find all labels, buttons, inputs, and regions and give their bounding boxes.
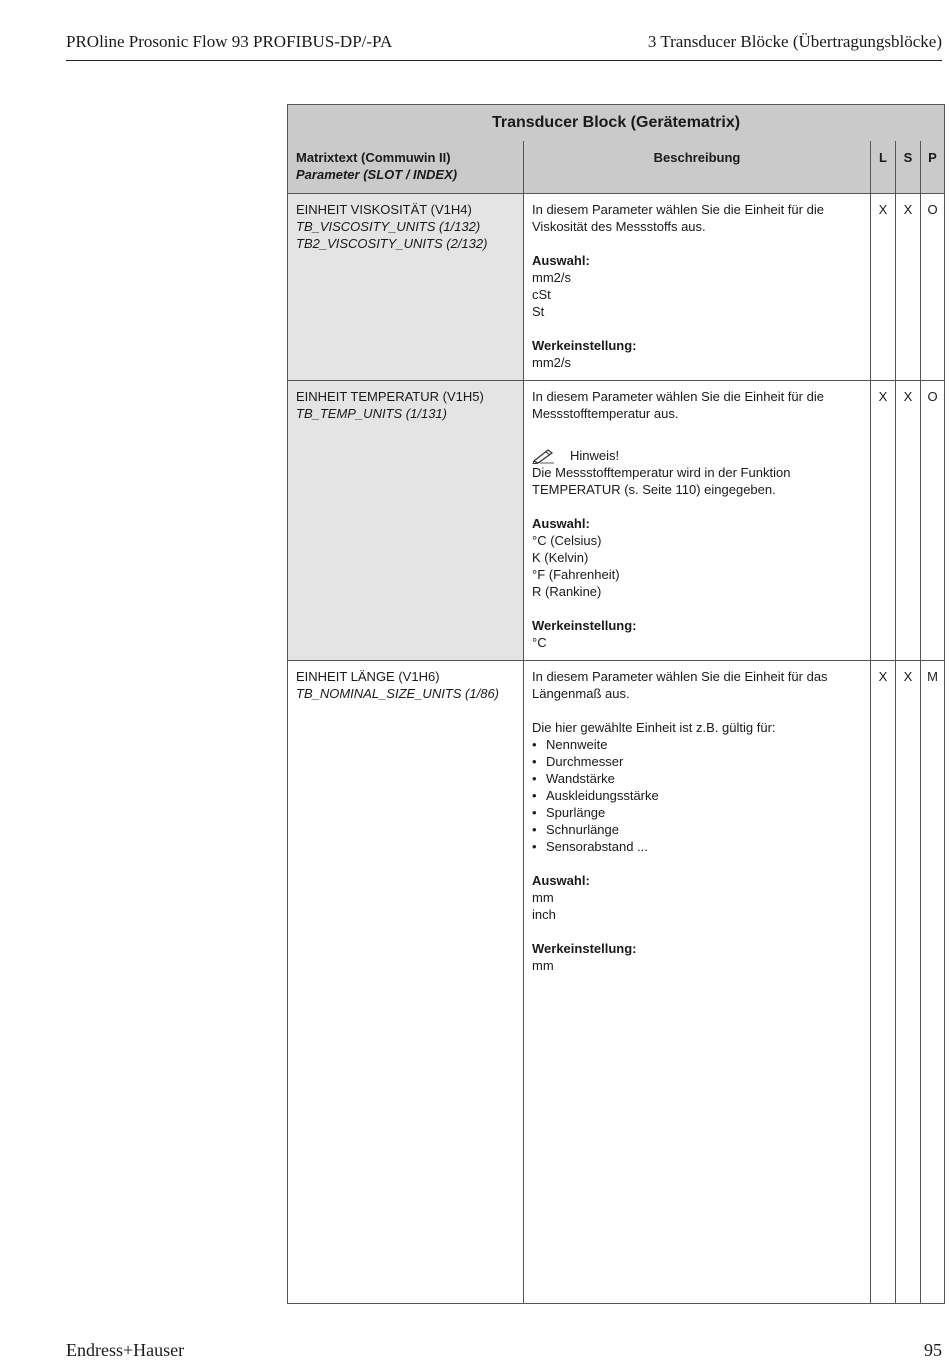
option-item: mm (532, 890, 554, 905)
access-l: X (870, 661, 895, 1303)
matrix-text: EINHEIT LÄNGE (V1H6) (296, 669, 440, 684)
column-header-matrixtext: Matrixtext (Commuwin II) (296, 150, 451, 165)
selection-label: Auswahl: (532, 516, 590, 531)
access-p: M (920, 661, 944, 1303)
default-value: °C (532, 635, 547, 650)
page-number: 95 (924, 1340, 942, 1360)
chapter-title: 3 Transducer Blöcke (Übertragungsblöcke) (647, 32, 942, 51)
valid-list (532, 736, 862, 855)
option-item: K (Kelvin) (532, 550, 589, 565)
note-text: TEMPERATUR (s. Seite 110) eingegeben. (532, 482, 776, 497)
description-text: In diesem Parameter wählen Sie die Einheit für die (532, 202, 824, 217)
valid-intro: Die hier gewählte Einheit ist z.B. gültig für: (532, 720, 776, 735)
parameter-slot-index: TB_TEMP_UNITS (1/131) (296, 406, 447, 421)
description-text: In diesem Parameter wählen Sie die Einheit für das (532, 669, 828, 684)
option-item: St (532, 304, 545, 319)
pencil-note-icon (532, 447, 556, 464)
transducer-block-table (287, 104, 945, 1304)
brand-footer: Endress+Hauser (66, 1340, 185, 1360)
access-s: X (895, 194, 920, 380)
description-text: Längenmaß aus. (532, 686, 630, 701)
selection-label: Auswahl: (532, 873, 590, 888)
access-l: X (870, 381, 895, 660)
option-item: °F (Fahrenheit) (532, 567, 620, 582)
parameter-slot-index: TB_NOMINAL_SIZE_UNITS (1/86) (296, 686, 499, 701)
column-header-parameter (288, 141, 523, 193)
access-s: X (895, 661, 920, 1303)
description-cell (523, 381, 870, 660)
default-value: mm2/s (532, 355, 571, 370)
document-title: PROline Prosonic Flow 93 PROFIBUS-DP/-PA (66, 32, 393, 51)
list-item: • Wandstärke (546, 770, 862, 787)
option-item: cSt (532, 287, 551, 302)
default-label: Werkeinstellung: (532, 618, 637, 633)
matrix-text: EINHEIT TEMPERATUR (V1H5) (296, 389, 484, 404)
parameter-slot-index: TB2_VISCOSITY_UNITS (2/132) (296, 236, 488, 251)
note-text: Die Messstofftemperatur wird in der Funktion (532, 465, 791, 480)
parameter-cell (288, 381, 523, 660)
page-header (66, 30, 942, 61)
access-l: X (870, 194, 895, 380)
description-cell (523, 194, 870, 380)
default-label: Werkeinstellung: (532, 338, 637, 353)
list-item: • Schnurlänge (546, 821, 862, 838)
selection-label: Auswahl: (532, 253, 590, 268)
list-item: • Sensorabstand ... (546, 838, 862, 855)
table-title: Transducer Block (Gerätematrix) (288, 105, 944, 141)
description-text: Viskosität des Messstoffs aus. (532, 219, 706, 234)
matrix-text: EINHEIT VISKOSITÄT (V1H4) (296, 202, 472, 217)
description-text: Messstofftemperatur aus. (532, 406, 679, 421)
table-row (288, 380, 944, 660)
column-header-description: Beschreibung (523, 141, 870, 193)
note-heading (532, 447, 862, 464)
list-item: • Nennweite (546, 736, 862, 753)
note-label: Hinweis! (570, 448, 620, 463)
option-item: °C (Celsius) (532, 533, 602, 548)
default-label: Werkeinstellung: (532, 941, 637, 956)
list-item: • Durchmesser (546, 753, 862, 770)
parameter-cell (288, 194, 523, 380)
access-p: O (920, 381, 944, 660)
option-item: R (Rankine) (532, 584, 602, 599)
description-cell (523, 661, 870, 1303)
access-s: X (895, 381, 920, 660)
option-item: inch (532, 907, 556, 922)
list-item: • Auskleidungsstärke (546, 787, 862, 804)
option-item: mm2/s (532, 270, 571, 285)
column-header-l: L (870, 141, 895, 193)
column-header-slot-index: Parameter (SLOT / INDEX) (296, 167, 458, 182)
column-header-s: S (895, 141, 920, 193)
table-row (288, 193, 944, 380)
parameter-slot-index: TB_VISCOSITY_UNITS (1/132) (296, 219, 481, 234)
column-header-p: P (920, 141, 944, 193)
default-value: mm (532, 958, 554, 973)
list-item: • Spurlänge (546, 804, 862, 821)
access-p: O (920, 194, 944, 380)
description-text: In diesem Parameter wählen Sie die Einheit für die (532, 389, 824, 404)
parameter-cell (288, 661, 523, 1303)
table-row (288, 660, 944, 1303)
